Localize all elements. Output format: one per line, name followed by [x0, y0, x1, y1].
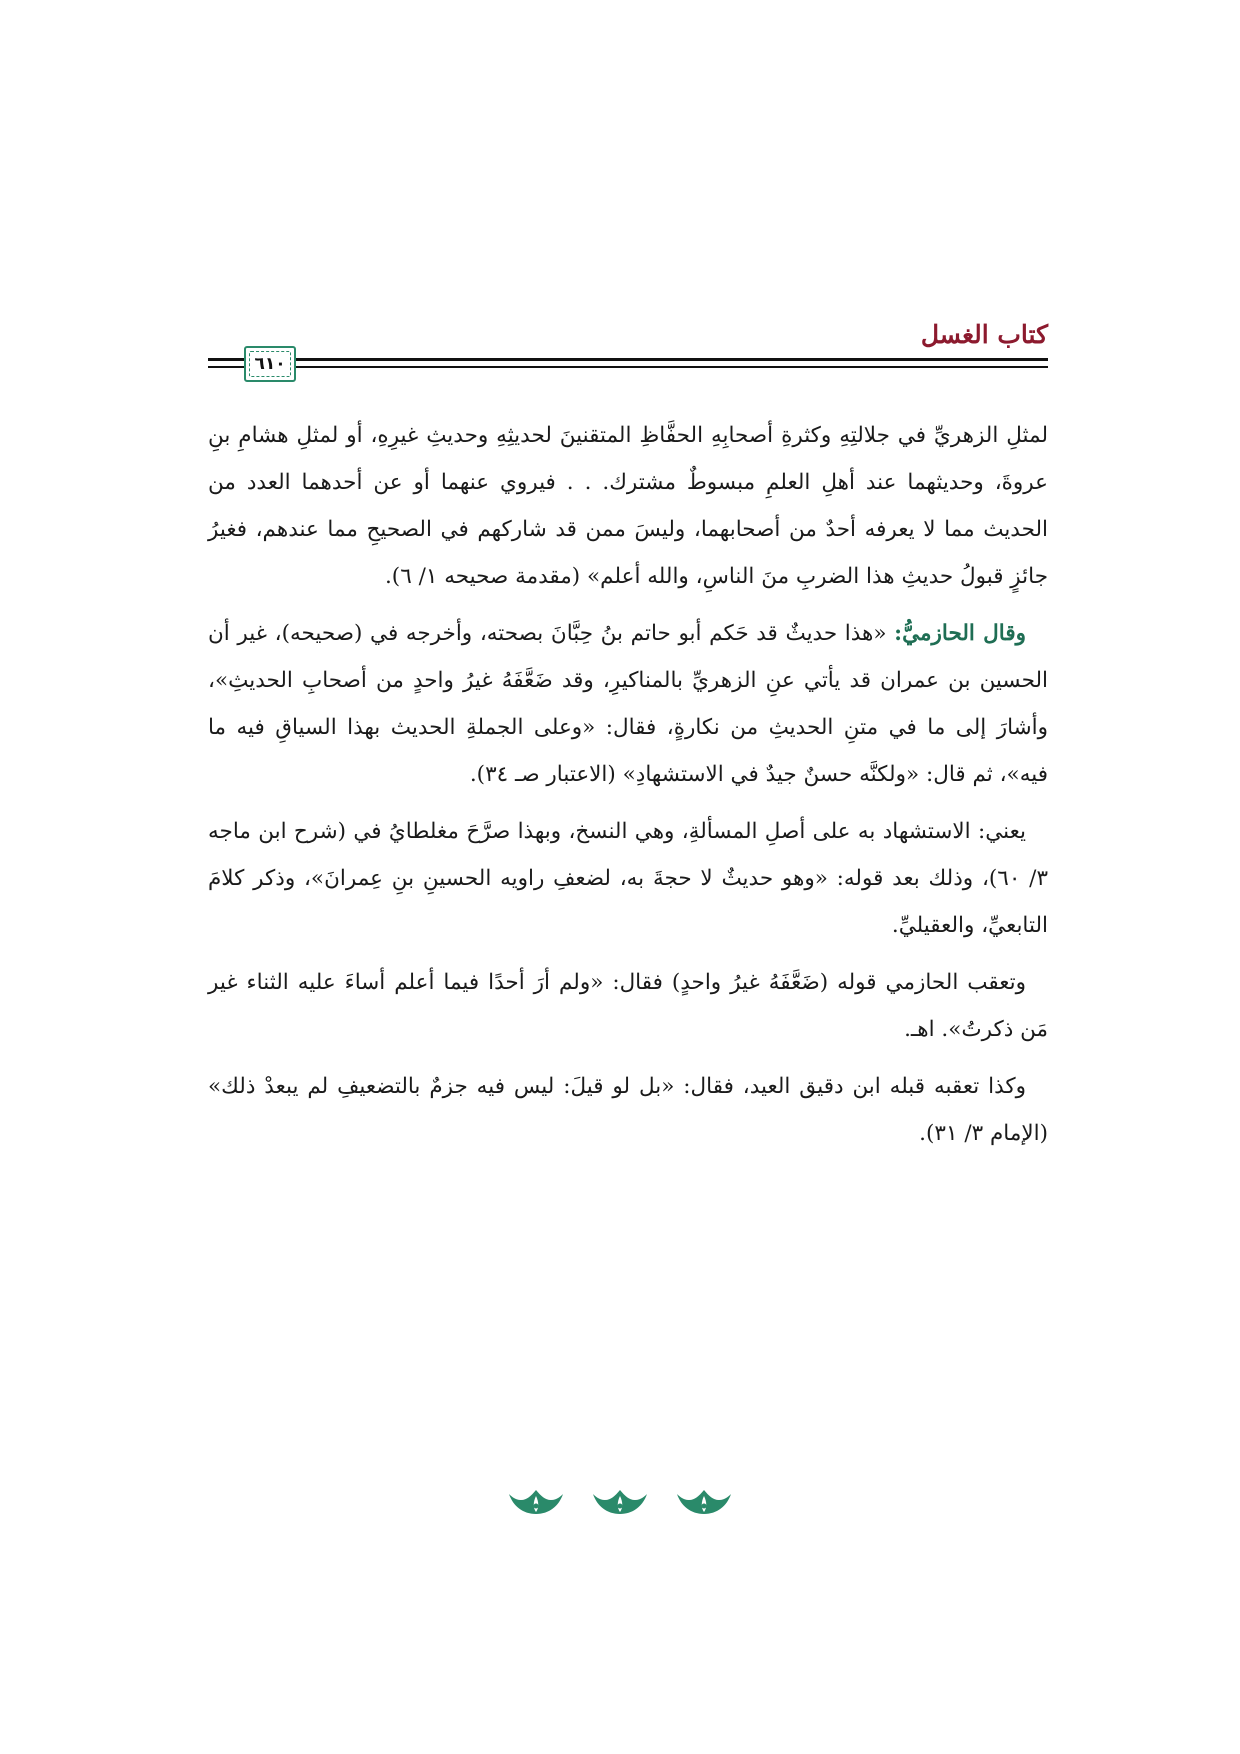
- paragraph-2: [208, 610, 1048, 798]
- paragraph-5-text: وكذا تعقبه قبله ابن دقيق العيد، فقال: «بل لو قيلَ: ليس فيه جزمٌ بالتضعيفِ لم يبعدْ ذلك» (الإمام ٣/ ٣١).: [208, 1074, 1048, 1146]
- paragraph-1-text: لمثلِ الزهريِّ في جلالتِهِ وكثرةِ أصحابِهِ الحفَّاظِ المتقنينَ لحديثِهِ وحديثِ غيرِهِ، أو لمثلِ هشامِ بنِ عروةَ، وحديثهما عند أهلِ العلمِ مبسوطٌ مشترك. . . فيروي عنهما أو عن أحدهما العدد من الحديث مما لا يعرفه أحدٌ من أصحابهما، وليسَ ممن قد شاركهم في الصحيحِ مما عندهم، فغيرُ جائزٍ قبولُ حديثِ هذا الضربِ منَ الناسِ، والله أعلم» (مقدمة صحيحه ١/ ٦).: [208, 423, 1048, 589]
- page-header: [208, 316, 1048, 396]
- paragraph-4-text: وتعقب الحازمي قوله (ضَعَّفَهُ غيرُ واحدٍ) فقال: «ولم أرَ أحدًا فيما أعلم أساءَ عليه الثناء غير مَن ذكرتُ». اهـ.: [208, 970, 1048, 1042]
- paragraph-3: [208, 808, 1048, 949]
- floral-ornament-icon: [507, 1486, 565, 1518]
- floral-ornament-icon: [675, 1486, 733, 1518]
- chapter-title: كتاب الغسل: [920, 320, 1048, 349]
- speaker-label: وقال الحازميُّ:: [894, 621, 1027, 646]
- paragraph-1: [208, 412, 1048, 600]
- paragraph-3-text: يعني: الاستشهاد به على أصلِ المسألةِ، وهي النسخ، وبهذا صرَّحَ مغلطايُ في (شرح ابن ماجه ٣/ ٦٠)، وذلك بعد قوله: «وهو حديثٌ لا حجةَ به، لضعفِ راويه الحسينِ بنِ عِمرانَ»، وذكر كلامَ التابعيِّ، والعقيليِّ.: [208, 819, 1048, 938]
- page-number: ٦١٠: [254, 354, 286, 374]
- page-body: [208, 412, 1048, 1167]
- paragraph-2-text: «هذا حديثٌ قد حَكم أبو حاتم بنُ حِبَّانَ بصحته، وأخرجه في (صحيحه)، غير أن الحسين بن عمران قد يأتي عنِ الزهريِّ بالمناكيرِ، وقد ضَعَّفَهُ غيرُ واحدٍ من أصحابِ الحديثِ»، وأشارَ إلى ما في متنِ الحديثِ من نكارةٍ، فقال: «وعلى الجملةِ الحديث بهذا السياقِ فيه ما فيه»، ثم قال: «ولكنَّه حسنٌ جيدٌ في الاستشهادِ» (الاعتبار صـ ٣٤).: [208, 621, 1048, 787]
- paragraph-4: [208, 959, 1048, 1053]
- page-number-frame: [244, 346, 296, 382]
- section-end-ornaments: [0, 1486, 1240, 1518]
- header-rule-bottom: [208, 366, 1048, 368]
- paragraph-5: [208, 1063, 1048, 1157]
- header-rule-top: [208, 358, 1048, 361]
- floral-ornament-icon: [591, 1486, 649, 1518]
